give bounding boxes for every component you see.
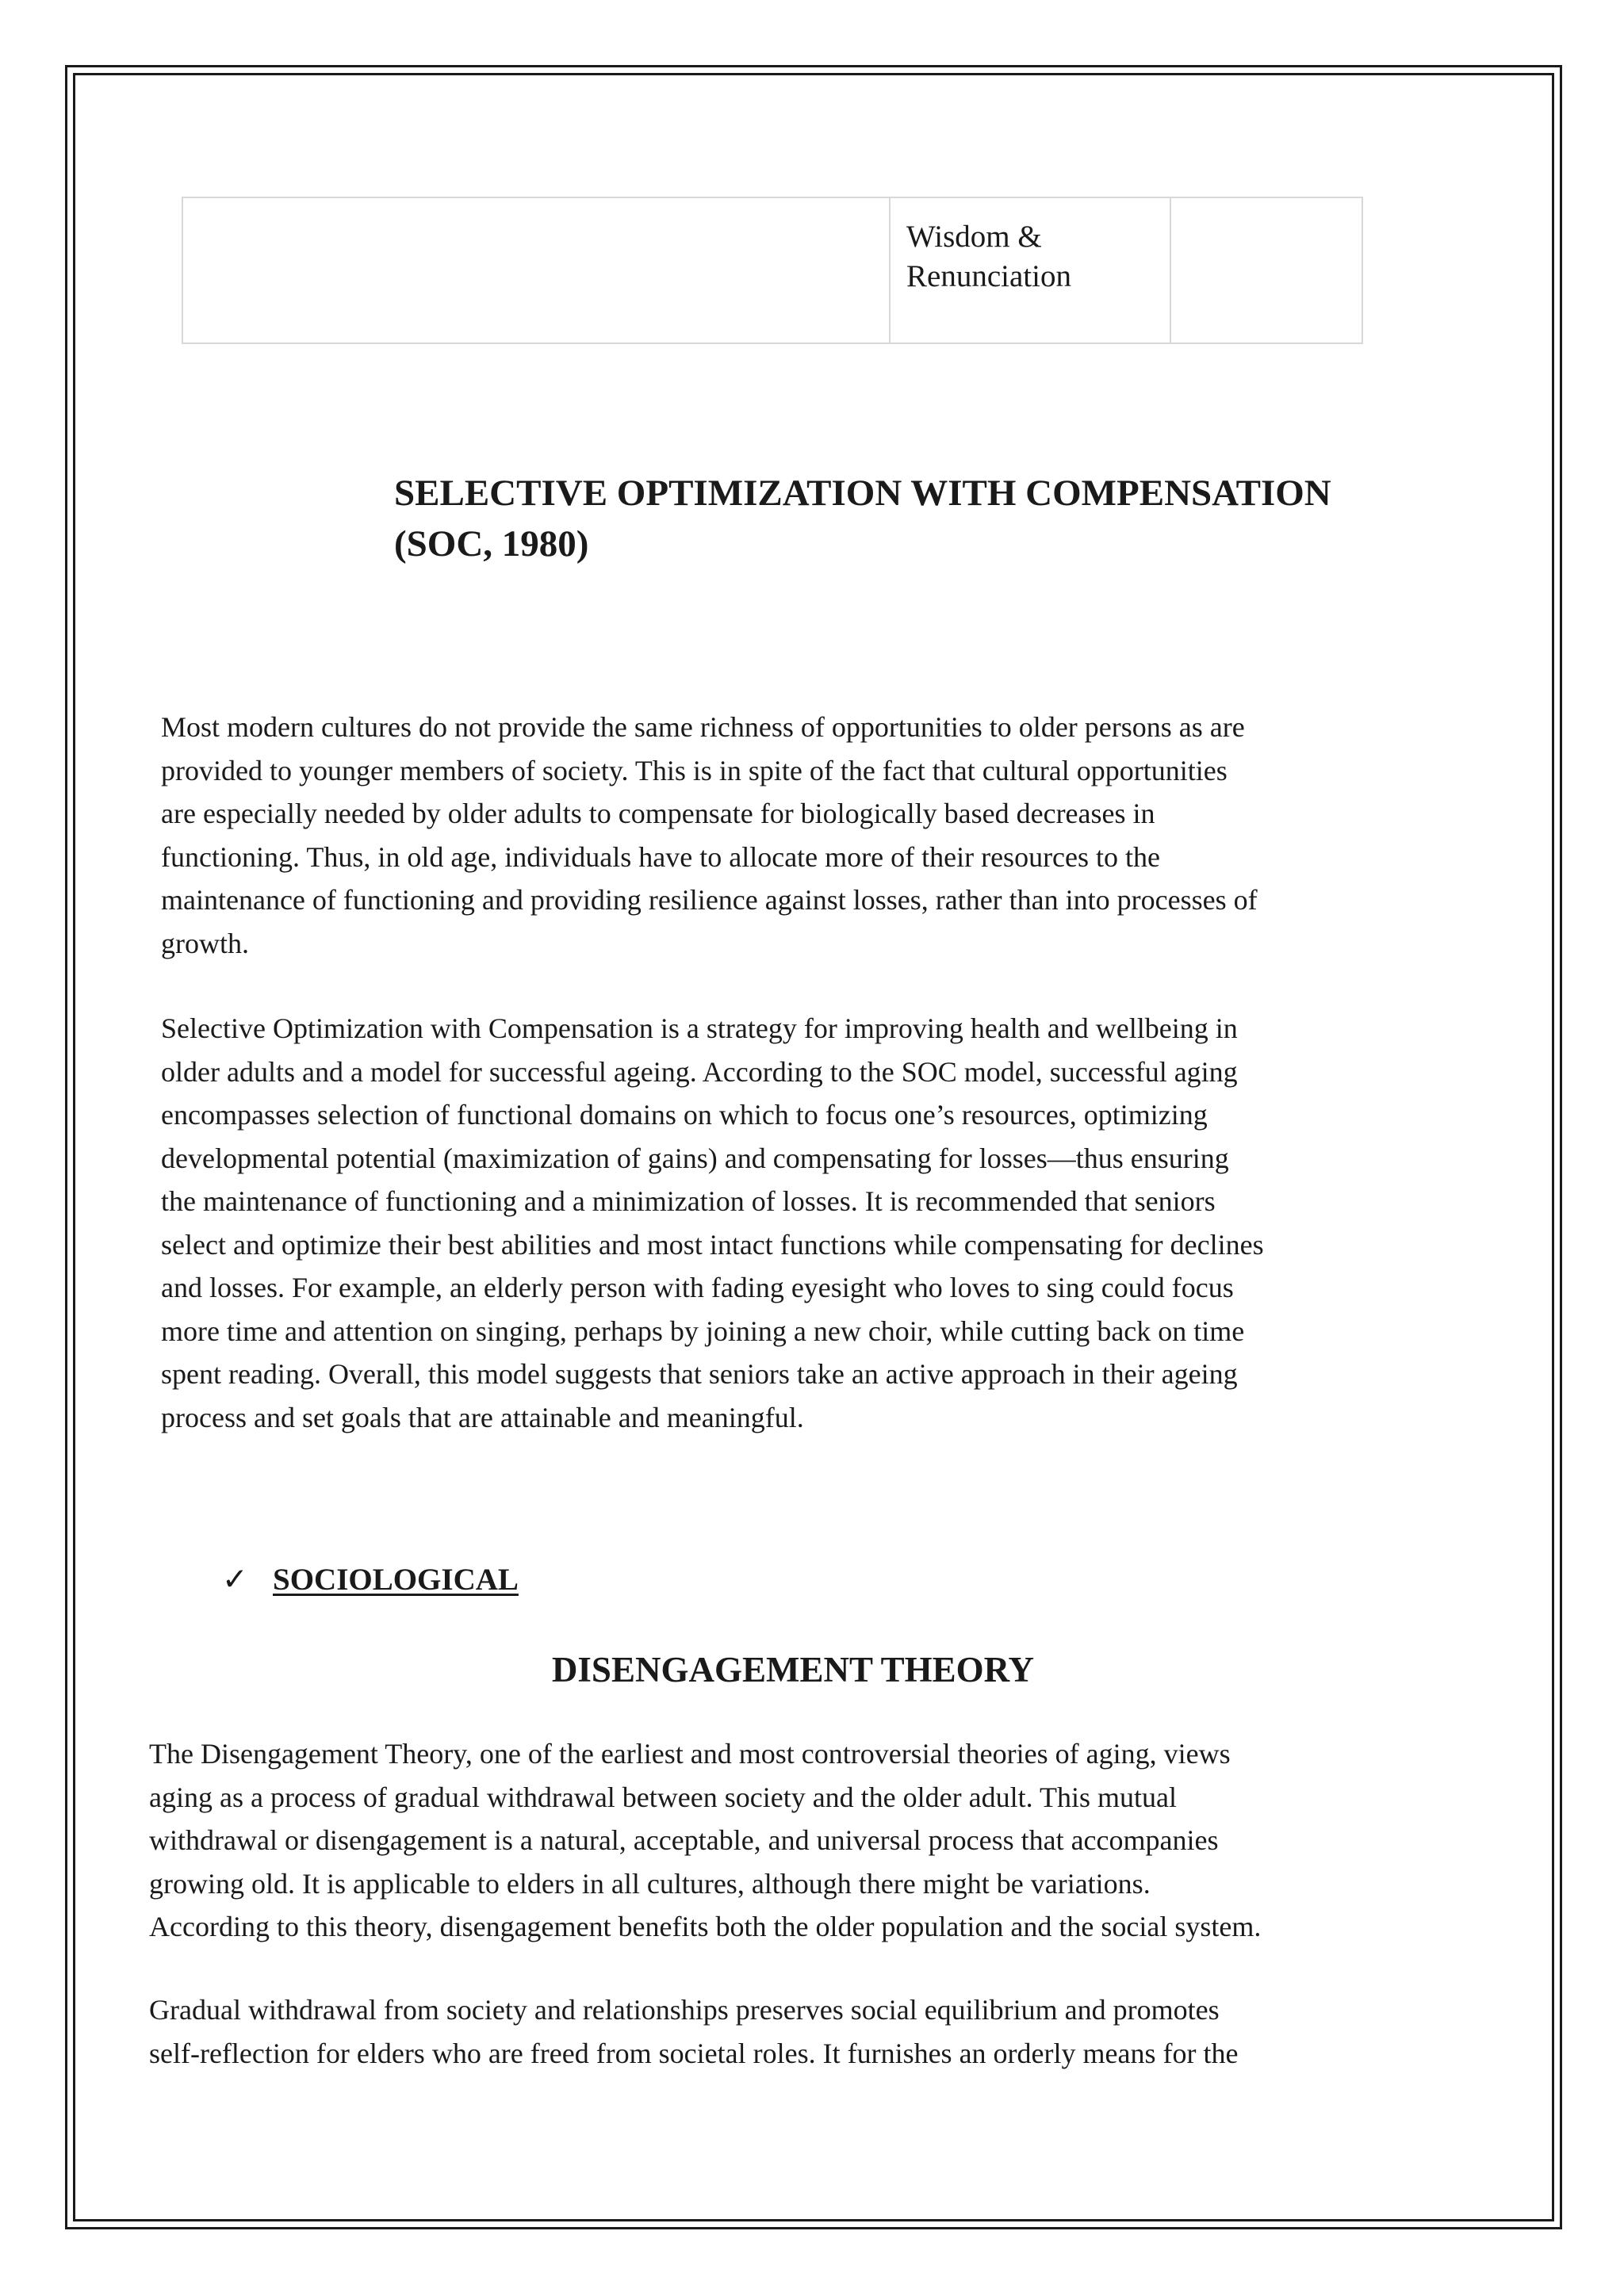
text-line: maintenance of functioning and providing resilience against losses, rather than into processes of: [161, 884, 1258, 916]
text-line: encompasses selection of functional domains on which to focus one’s resources, optimizing: [161, 1099, 1208, 1131]
soc-paragraph-1: [161, 706, 1258, 965]
disengagement-paragraph-1: [149, 1732, 1261, 1949]
soc-title-line-2: (SOC, 1980): [394, 523, 589, 564]
table-row: [182, 197, 1362, 343]
text-line: are especially needed by older adults to compensate for biologically based decreases in: [161, 798, 1155, 829]
disengagement-paragraph-2: [149, 1988, 1238, 2075]
text-line: Most modern cultures do not provide the same richness of opportunities to older persons as are: [161, 711, 1245, 743]
text-line: older adults and a model for successful ageing. According to the SOC model, successful aging: [161, 1055, 1238, 1088]
text-line: The Disengagement Theory, one of the earliest and most controversial theories of aging, views: [149, 1738, 1231, 1770]
text-line: withdrawal or disengagement is a natural, acceptable, and universal process that accompanies: [149, 1824, 1219, 1856]
text-line: Gradual withdrawal from society and relationships preserves social equilibrium and promotes: [149, 1994, 1220, 2026]
text-line: and losses. For example, an elderly person with fading eyesight who loves to sing could focus: [161, 1272, 1234, 1303]
text-line: select and optimize their best abilities and most intact functions while compensating for declines: [161, 1228, 1264, 1261]
text-line: growing old. It is applicable to elders in all cultures, although there might be variations.: [149, 1867, 1151, 1900]
text-line: the maintenance of functioning and a minimization of losses. It is recommended that seniors: [161, 1185, 1216, 1217]
text-line: functioning. Thus, in old age, individuals have to allocate more of their resources to the: [161, 840, 1160, 873]
text-line: more time and attention on singing, perhaps by joining a new choir, while cutting back on time: [161, 1314, 1245, 1347]
text-line: spent reading. Overall, this model suggests that seniors take an active approach in their ageing: [161, 1358, 1238, 1390]
text-line: self-reflection for elders who are freed from societal roles. It furnishes an orderly means for the: [149, 2037, 1239, 2069]
table-cell-wisdom-renunciation: Wisdom & Renunciation: [890, 197, 1170, 343]
soc-section-title: [394, 468, 1425, 569]
text-line: According to this theory, disengagement benefits both the older population and the social system.: [149, 1911, 1262, 1942]
disengagement-title: DISENGAGEMENT THEORY: [551, 1650, 1035, 1689]
stages-table-fragment: [182, 197, 1363, 344]
soc-title-line-1: SELECTIVE OPTIMIZATION WITH COMPENSATION: [394, 473, 1331, 514]
table-cell-empty-right: [1170, 197, 1362, 343]
check-mark-icon: ✓: [222, 1563, 248, 1597]
text-line: developmental potential (maximization of gains) and compensating for losses—thus ensuring: [161, 1142, 1229, 1174]
text-line: aging as a process of gradual withdrawal between society and the older adult. This mutual: [149, 1781, 1177, 1813]
text-line: process and set goals that are attainable and meaningful.: [161, 1401, 804, 1433]
table-cell-empty-left: [182, 197, 890, 343]
text-line: provided to younger members of society. This is in spite of the fact that cultural opportunities: [161, 754, 1228, 786]
text-line: Selective Optimization with Compensation is a strategy for improving health and wellbeing in: [161, 1012, 1238, 1044]
soc-paragraph-2: [161, 1007, 1264, 1439]
sociological-heading-label: SOCIOLOGICAL: [273, 1563, 519, 1597]
text-line: growth.: [161, 927, 249, 959]
sociological-heading: [222, 1560, 519, 1600]
